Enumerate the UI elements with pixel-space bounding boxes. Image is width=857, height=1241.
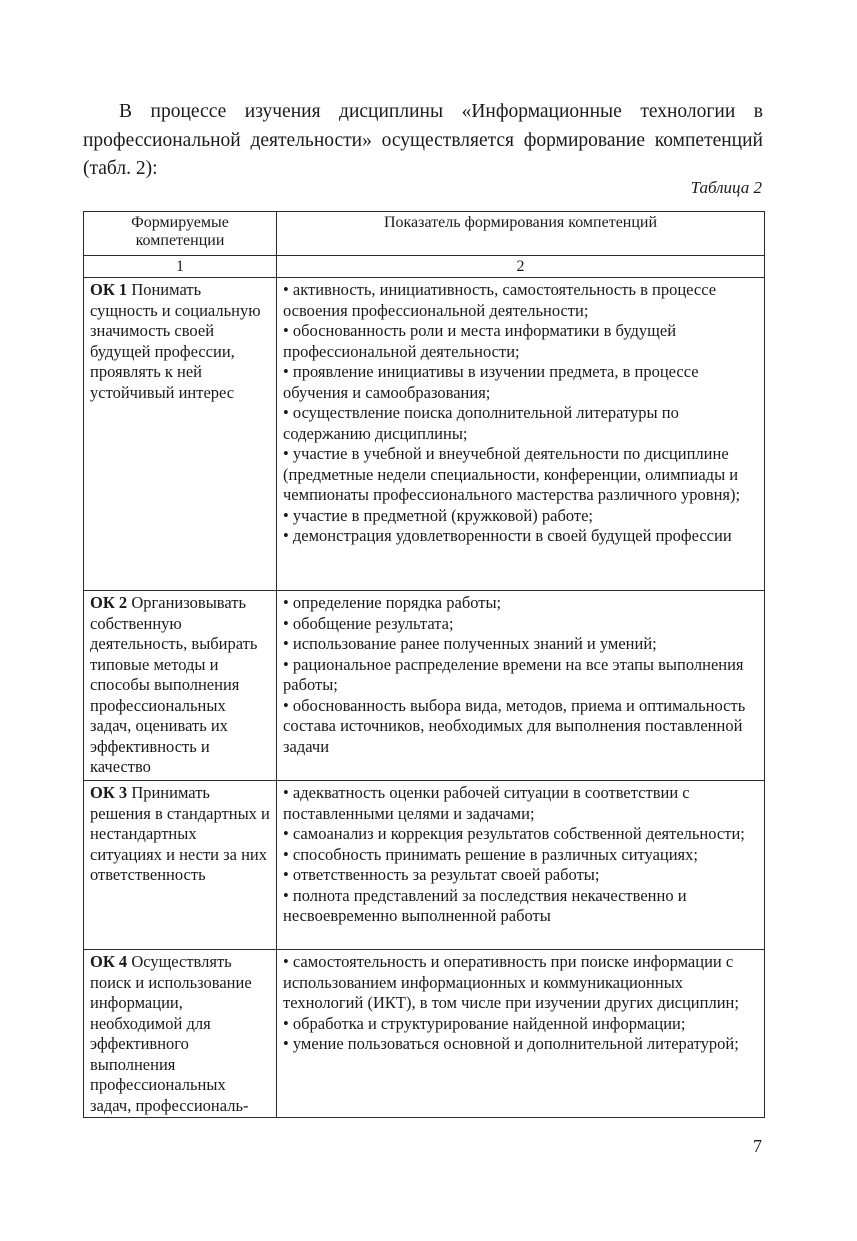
table-row (84, 591, 765, 781)
competence-code: ОК 2 (90, 593, 128, 612)
competence-text: Понимать сущность и социальную значимость своей будущей профессии, проявлять к ней устойчивый интерес (90, 280, 261, 402)
competence-code: ОК 3 (90, 783, 128, 802)
column-header-indicators: Показатель формирования компетенций (277, 212, 765, 256)
intro-paragraph: В процессе изучения дисциплины «Информационные технологии в профессиональной деятельности» осуществляется формирование компетенций (табл. 2): (83, 101, 763, 179)
competence-text: Принимать решения в стандартных и нестандартных ситуациях и нести за них ответственность (90, 783, 270, 884)
competence-cell (84, 591, 277, 781)
indicator-item: • участие в учебной и внеучебной деятельности по дисциплине (предметные недели специальности, конференции, олимпиады и чемпионаты профессионального мастерства различного уровня); (283, 444, 741, 504)
page-number: 7 (753, 1136, 762, 1156)
table-header-row (84, 212, 765, 256)
indicator-item: • участие в предметной (кружковой) работе; (283, 505, 593, 525)
competence-cell (84, 950, 277, 1118)
indicator-item: • полнота представлений за последствия некачественно и несвоевременно выполненной работы (283, 885, 687, 925)
indicator-item: • самоанализ и коррекция результатов собственной деятельности; (283, 824, 745, 843)
indicator-item: • обобщение результата; (283, 613, 454, 633)
indicator-item: • обоснованность роли и места информатики в будущей профессиональной деятельности; (283, 321, 677, 361)
table-caption: Таблица 2 (690, 178, 762, 197)
indicators-cell (277, 950, 765, 1118)
competence-cell (84, 781, 277, 950)
competence-cell (84, 278, 277, 591)
column-number-1: 1 (84, 256, 277, 278)
indicator-item: • рациональное распределение времени на все этапы выполнения работы; (283, 654, 744, 694)
indicator-item: • адекватность оценки рабочей ситуации в соответствии с поставленными целями и задачами; (283, 783, 690, 823)
indicators-cell (277, 278, 765, 591)
indicator-item: • самостоятельность и оперативность при поиске информации с использованием информационных и коммуникационных технологий (ИКТ), в том числе при изучении других дисциплин; (283, 952, 739, 1012)
indicator-item: • определение порядка работы; (283, 593, 502, 612)
indicator-item: • способность принимать решение в различных ситуациях; (283, 844, 698, 864)
column-number-row (84, 256, 765, 278)
indicator-item: • ответственность за результат своей работы; (283, 865, 600, 884)
indicator-item: • демонстрация удовлетворенности в своей будущей профессии (283, 526, 732, 545)
indicator-item: • обоснованность выбора вида, методов, приема и оптимальность состава источников, необходимых для выполнения поставленной задачи (283, 695, 746, 756)
indicator-item: • умение пользоваться основной и дополнительной литературой; (283, 1034, 739, 1053)
indicator-item: • активность, инициативность, самостоятельность в процессе освоения профессиональной деятельности; (283, 280, 717, 320)
indicator-item: • использование ранее полученных знаний и умений; (283, 634, 657, 653)
column-number-2: 2 (277, 256, 765, 278)
table-row (84, 781, 765, 950)
column-header-competences: Формируемые компетенции (84, 212, 277, 256)
competence-table (83, 211, 765, 1118)
indicator-item: • обработка и структурирование найденной информации; (283, 1013, 686, 1033)
competence-code: ОК 4 (90, 952, 128, 971)
competence-text: Осуществлять поиск и использование информации, необходимой для эффективного выполнения профессиональных задач, профессиональ- (90, 952, 252, 1115)
indicator-item: • проявление инициативы в изучении предмета, в процессе обучения и самообразования; (283, 362, 699, 402)
competence-text: Организовывать собственную деятельность, выбирать типовые методы и способы выполнения профессиональных задач, оценивать их эффективность и качество (90, 593, 258, 776)
indicators-cell (277, 591, 765, 781)
table-row (84, 950, 765, 1118)
indicators-cell (277, 781, 765, 950)
table-row (84, 278, 765, 591)
competence-code: ОК 1 (90, 280, 128, 299)
indicator-item: • осуществление поиска дополнительной литературы по содержанию дисциплины; (283, 403, 679, 443)
